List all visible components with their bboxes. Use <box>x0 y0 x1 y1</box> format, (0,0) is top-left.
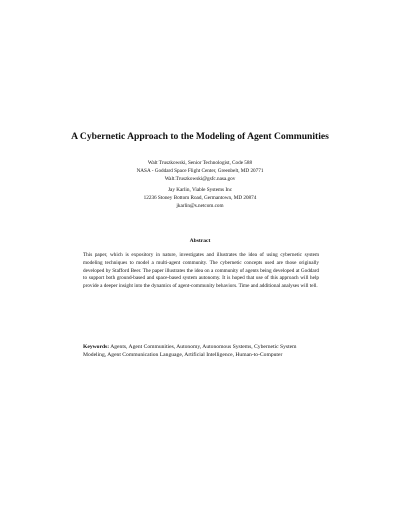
author-1-name-line: Walt Truszkowski, Senior Technologist, Code 588 <box>147 160 253 166</box>
abstract-heading: Abstract <box>189 238 211 244</box>
keywords-label: Keywords: <box>83 344 110 350</box>
author-1-affiliation-line: NASA - Goddard Space Flight Center, Greenbelt, MD 20771 <box>136 168 264 174</box>
author-1-email-line: Walt.Truszkowski@gsfc.nasa.gov <box>164 176 236 182</box>
author-block-2 <box>60 186 340 210</box>
paper-title: A Cybernetic Approach to the Modeling of Agent Communities <box>71 131 329 142</box>
author-block-1 <box>60 159 340 183</box>
author-2-name-line: Jay Karlin, Viable Systems Inc <box>168 187 232 193</box>
keywords-list: Agents, Agent Communities, Autonomy, Autonomous Systems, Cybernetic System Modeling, Agent Communication Language, Artificial Intelligence, Human-to-Computer <box>83 344 297 359</box>
abstract-text: This paper, which is expository in nature, investigates and illustrates the idea of using cybernetic system modeling techniques to model a multi-agent community. The cybernetic concepts used are those originally developed by Stafford Beer. The paper illustrates the idea on a community of agents being developed at Goddard to support both ground-based and space-based system autonomy. It is hoped that use of this approach will help provide a deeper insight into the dynamics of agent-community behaviors. Time and additional analyses will tell. <box>83 252 319 290</box>
keywords-paragraph <box>83 343 319 360</box>
author-2-email-line: jkarlin@s.netcom.com <box>176 203 224 209</box>
author-2-address-line: 12236 Stoney Bottom Road, Germantown, MD 20874 <box>143 195 257 201</box>
